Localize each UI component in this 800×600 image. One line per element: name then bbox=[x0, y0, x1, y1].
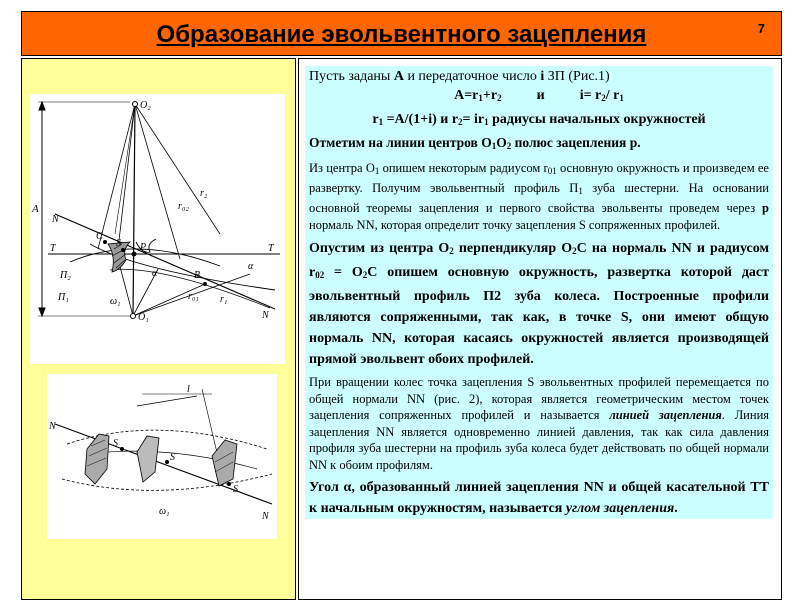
slide-number: 7 bbox=[757, 21, 765, 36]
figure-2-line-of-action bbox=[47, 374, 277, 539]
label-o2: O₂ bbox=[140, 100, 151, 111]
title-bar bbox=[21, 11, 782, 56]
fig2-label-n2: N bbox=[262, 511, 269, 522]
label-p: P bbox=[140, 242, 147, 253]
label-c: C bbox=[96, 231, 103, 242]
para-line-of-action: При вращении колес точка зацепления S эвольвентных профилей перемещается по общей нормали NN (рис. 2), которая является геометрическим местом точек зацепления сопряженных профилей и называется линией зацепления. Линия зацепления NN является одновременно линией давления, так как сила давления профиля зуба шестерни на профиль зуба колеса будет действовать по общей нормали NN к обоим профилям. bbox=[309, 375, 770, 472]
para-perpendicular: Опустим из центра $O_2$ перпендикуляр $O_2C$ на нормаль NN и радиусом $r_{02} = O_2C$ опишем основную окружность, развертка которой даст эвольвентный профиль П2 зуба колеса. Построенные профили являются сопряженными, так как, в точке S, они имеют общую нормаль NN, которая касаясь окружностей является производящей прямой эвольвент обоих профилей. bbox=[309, 241, 770, 367]
label-r01: r₀₁ bbox=[188, 291, 199, 302]
label-n-bottom: N bbox=[262, 310, 269, 321]
formula-line-1: $A=r_1+r_2$ и $i= r_2/$ $r_1$ bbox=[454, 88, 624, 103]
fig2-label-n1: N bbox=[49, 421, 56, 432]
label-s: S bbox=[116, 238, 121, 249]
fig2-label-s1: S bbox=[113, 438, 118, 449]
figures-panel bbox=[21, 58, 296, 600]
fig2-label-s3: S bbox=[233, 484, 238, 495]
text-panel bbox=[298, 58, 782, 600]
label-r2: r₂ bbox=[200, 188, 208, 199]
fig2-label-omega: ω₁ bbox=[159, 506, 170, 517]
label-a: A bbox=[32, 203, 39, 215]
label-o1: O₁ bbox=[138, 312, 149, 323]
label-omega1: ω₁ bbox=[110, 296, 121, 307]
label-b: B bbox=[194, 270, 201, 281]
para-base-circle: Из центра $O_1$ опишем некоторым радиусом $r_{01}$ основную окружность и произведем ее развертку. Получим эвольвентный профиль $П_1$ зуба шестерни. На основании основной теоремы зацепления и первого свойства эвольвенты проведем через р нормаль NN, которая определит точку зацепления S сопряженных профилей. bbox=[309, 161, 769, 232]
label-r02: r₀₂ bbox=[178, 201, 189, 212]
label-n-top: N bbox=[52, 214, 59, 225]
text-content bbox=[305, 66, 773, 519]
label-pi2: Π₂ bbox=[60, 270, 71, 281]
figure-1-involute-construction bbox=[30, 94, 285, 364]
label-t-left: T bbox=[50, 243, 56, 254]
label-r1: r₁ bbox=[220, 294, 228, 305]
fig2-label-l: l bbox=[187, 384, 190, 395]
label-alpha-1: α bbox=[152, 268, 158, 279]
para-pressure-angle: Угол α, образованный линией зацепления NN и общей касательной ТТ к начальным окружностям, называется углом зацепления. bbox=[309, 480, 769, 516]
formula-line-2: $r_1 =A/(1+i)$ и $r_2= ir_1$ радиусы начальных окружностей bbox=[372, 112, 706, 127]
fig2-label-s2: S bbox=[170, 452, 175, 463]
label-alpha-2: α bbox=[248, 261, 254, 272]
label-t-right: T bbox=[268, 243, 274, 254]
para-given: Пусть заданы А и передаточное число i ЗП (Рис.1) bbox=[309, 69, 610, 84]
label-pi1: Π₁ bbox=[58, 292, 69, 303]
page-title: Образование эвольвентного зацепления bbox=[156, 21, 647, 48]
para-pole: Отметим на линии центров $O_1O_2$ полюс зацепления р. bbox=[309, 135, 641, 151]
